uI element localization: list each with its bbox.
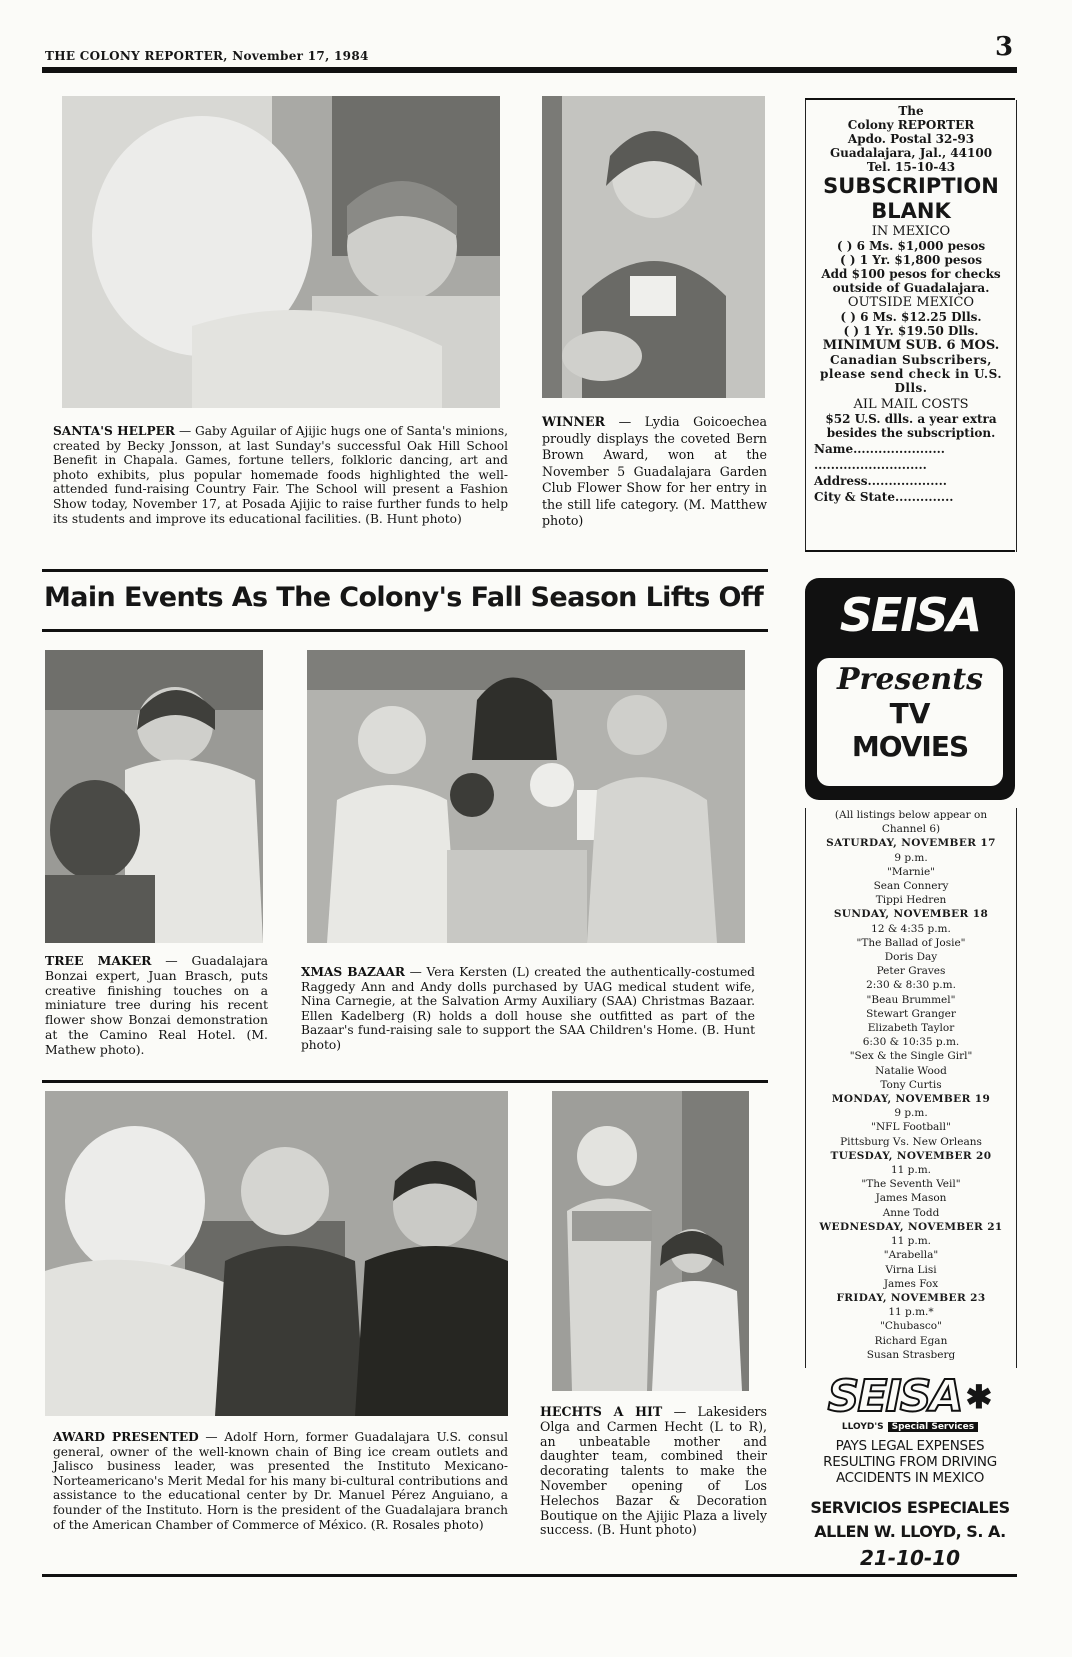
- lloyds-line-2: RESULTING FROM DRIVING: [823, 1454, 997, 1470]
- tv-listing-line: James Fox: [883, 1277, 939, 1290]
- caption-body: — Vera Kersten (L) created the authentically-costumed Raggedy Ann and Andy dolls purchased by UAG medical student wife, Nina Carnegie, at the Salvation Army Auxiliary (SAA) Christmas Bazaar. Ellen Kadelberg (R) holds a doll house she outfitted as part of the Bazaar's fund-raising sale to support the SAA Children's Home. (B. Hunt photo): [301, 965, 755, 1052]
- photo-award-presented: [45, 1091, 508, 1416]
- header-rule: [42, 67, 1017, 73]
- tv-listing-line: Anne Todd: [882, 1206, 940, 1219]
- caption-xmas-bazaar: [301, 965, 755, 1053]
- tv-listings: [805, 808, 1017, 1368]
- caption-lead: AWARD PRESENTED: [53, 1430, 199, 1444]
- sub-tel: Tel. 15-10-43: [866, 160, 956, 174]
- tv-listing-line: WEDNESDAY, NOVEMBER 21: [819, 1220, 1003, 1233]
- tv-listing-line: Doris Day: [884, 951, 938, 964]
- sub-address2: Guadalajara, Jal., 44100: [829, 146, 993, 160]
- tv-listing-line: Elizabeth Taylor: [867, 1022, 955, 1035]
- tv-listing-line: Natalie Wood: [875, 1064, 947, 1077]
- caption-hechts-a-hit: [540, 1405, 767, 1538]
- movies-label: MOVIES: [851, 730, 969, 763]
- tv-listing-line: SUNDAY, NOVEMBER 18: [833, 908, 989, 921]
- tv-listing-line: Sean Connery: [873, 880, 949, 893]
- sub-option-2[interactable]: ( ) 1 Yr. $1,800 pesos: [839, 253, 983, 267]
- caption-lead: XMAS BAZAAR: [301, 965, 405, 979]
- caption-lead: HECHTS A HIT: [540, 1404, 663, 1419]
- sub-option-4[interactable]: ( ) 1 Yr. $19.50 Dlls.: [843, 324, 979, 338]
- sub-title-2: BLANK: [871, 199, 951, 223]
- sub-option-3[interactable]: ( ) 6 Ms. $12.25 Dlls.: [840, 310, 982, 324]
- lloyds-tag-left: LLOYD'S: [841, 1422, 884, 1432]
- lloyds-ad: [795, 1371, 1025, 1572]
- tv-listing-line: FRIDAY, NOVEMBER 23: [836, 1291, 986, 1304]
- tv-listing-line: "Sex & the Single Girl": [849, 1050, 973, 1063]
- subscription-rule-top: [805, 98, 1015, 100]
- sub-address-field[interactable]: Address...................: [814, 474, 947, 488]
- caption-lead: TREE MAKER: [45, 953, 152, 968]
- sub-check-note: Add $100 pesos for checks outside of Guadalajara.: [821, 267, 1001, 295]
- tv-listing-line: MONDAY, NOVEMBER 19: [831, 1093, 991, 1106]
- caption-award-presented: [53, 1430, 508, 1532]
- caption-winner: [542, 414, 767, 530]
- tv-listing-line: "The Ballad of Josie": [856, 936, 966, 949]
- headline-rule-bottom: [42, 629, 768, 632]
- sub-canadian: Canadian Subscribers, please send check in U.S. Dlls.: [820, 353, 1002, 395]
- page-number: 3: [995, 32, 1014, 62]
- lloyds-line-5: ALLEN W. LLOYD, S. A.: [814, 1522, 1006, 1541]
- tv-label: TV: [889, 697, 931, 730]
- sub-paper-name: Colony REPORTER: [847, 118, 975, 132]
- tv-listing-line: 6:30 & 10:35 p.m.: [862, 1036, 960, 1049]
- lloyds-line-3: ACCIDENTS IN MEXICO: [835, 1470, 985, 1486]
- sub-title-1: SUBSCRIPTION: [823, 174, 999, 198]
- tv-listing-line: James Mason: [875, 1192, 947, 1205]
- tv-listing-line: (All listings below appear on: [834, 809, 988, 821]
- seisa-logo: SEISA: [839, 588, 981, 642]
- lloyds-tag-right: Special Services: [888, 1422, 979, 1432]
- tv-listing-line: "Beau Brummel": [866, 993, 956, 1006]
- caption-body: — Guadalajara Bonzai expert, Juan Brasch, puts creative finishing touches on a miniature tree during his recent flower show Bonzai demonstration at the Camino Real Hotel. (M. Mathew photo).: [45, 953, 269, 1057]
- asterisk-icon: ✱: [965, 1378, 993, 1416]
- sub-city-field[interactable]: City & State..............: [814, 490, 954, 504]
- bottom-rule: [42, 1574, 1017, 1577]
- sub-address1: Apdo. Postal 32-93: [847, 132, 975, 146]
- subscription-blank: [805, 100, 1017, 552]
- tv-listing-line: 11 p.m.: [890, 1235, 932, 1248]
- lloyds-line-1: PAYS LEGAL EXPENSES: [835, 1438, 985, 1454]
- tv-listing-line: 9 p.m.: [894, 1107, 928, 1120]
- tv-listing-line: Peter Graves: [876, 965, 946, 978]
- caption-tree-maker: [45, 954, 268, 1058]
- sub-name-field[interactable]: Name......................: [814, 442, 945, 456]
- tv-listing-line: Pittsburg Vs. New Orleans: [840, 1135, 982, 1148]
- tv-listing-line: Channel 6): [881, 823, 941, 836]
- lloyds-seisa-logo: SEISA: [827, 1371, 962, 1422]
- photo-winner: [542, 96, 765, 398]
- running-header: THE COLONY REPORTER, November 17, 1984: [45, 49, 369, 63]
- tv-listing-line: "Marnie": [886, 865, 936, 878]
- tv-listing-line: 2:30 & 8:30 p.m.: [866, 979, 956, 992]
- tv-listing-line: "Chubasco": [880, 1320, 942, 1333]
- tv-listing-line: Stewart Granger: [866, 1007, 956, 1020]
- tv-listing-line: 9 p.m.: [894, 851, 928, 864]
- caption-body: — Gaby Aguilar of Ajijic hugs one of Santa's minions, created by Becky Jonsson, at last Sunday's successful Oak Hill School Benefit in Chapala. Games, fortune tellers, folkloric dancing, art and photo exhibits, plus popular homemade foods highlighted the well-attended fund-raising Country Fair. The School will present a Fashion Show today, November 17, at Posada Ajijic to raise further funds to help its students and improve its educational facilities. (B. Hunt photo): [53, 424, 508, 526]
- sub-minimum: MINIMUM SUB. 6 MOS.: [822, 338, 1000, 353]
- headline-rule-top: [42, 569, 768, 572]
- tv-listing-line: "Arabella": [883, 1249, 939, 1262]
- tv-listing-line: SATURDAY, NOVEMBER 17: [826, 837, 996, 850]
- tv-listing-line: 12 & 4:35 p.m.: [871, 922, 951, 935]
- tv-listing-line: "NFL Football": [871, 1121, 951, 1134]
- photo-xmas-bazaar: [307, 650, 745, 943]
- subscription-rule-bottom: [805, 550, 1015, 552]
- caption-lead: WINNER: [542, 414, 606, 429]
- photo-santas-helper: [62, 96, 500, 408]
- tv-listing-line: Virna Lisi: [885, 1263, 937, 1276]
- main-headline: Main Events As The Colony's Fall Season Lifts Off: [44, 582, 764, 613]
- tv-listing-line: Tippi Hedren: [875, 894, 947, 907]
- photo-tree-maker: [45, 650, 263, 943]
- caption-santas-helper: [53, 424, 508, 526]
- sub-in-mexico: IN MEXICO: [871, 224, 951, 239]
- sub-blank-field[interactable]: ...........................: [814, 458, 927, 472]
- tv-presents: Presents: [837, 662, 983, 697]
- tv-ad-inner: [817, 658, 1003, 786]
- sub-option-1[interactable]: ( ) 6 Ms. $1,000 pesos: [836, 239, 986, 253]
- caption-body: — Lydia Goicoechea proudly displays the coveted Bern Brown Award, won at the November 5 Guadalajara Garden Club Flower Show for her entry in the still life category. (M. Matthew photo): [542, 414, 767, 528]
- photo-hechts-a-hit: [552, 1091, 749, 1391]
- tv-listing-line: Susan Strasberg: [866, 1348, 956, 1361]
- sub-outside: OUTSIDE MEXICO: [847, 295, 975, 310]
- lloyds-logo-row: [795, 1371, 1025, 1422]
- caption-lead: SANTA'S HELPER: [53, 424, 176, 438]
- lloyds-line-4: SERVICIOS ESPECIALES: [810, 1498, 1010, 1517]
- tv-listing-line: Tony Curtis: [880, 1078, 942, 1091]
- section-rule: [42, 1080, 768, 1083]
- caption-body: — Lakesiders Olga and Carmen Hecht (L to R), an unbeatable mother and daughter team, combined their decorating talents to make the November opening of Los Helechos Bazar & Decoration Boutique on the Ajijic Plaza a lively success. (B. Hunt photo): [540, 1404, 768, 1538]
- sub-the: The: [898, 104, 924, 118]
- seisa-tv-ad: [805, 578, 1015, 800]
- tv-listing-line: 11 p.m.*: [888, 1306, 934, 1319]
- tv-listing-line: TUESDAY, NOVEMBER 20: [830, 1149, 992, 1162]
- caption-body: — Adolf Horn, former Guadalajara U.S. consul general, owner of the well-known chain of Bing ice cream outlets and Jalisco business leader, was presented the Instituto Mexicano-Norteamericano's Merit Medal for his many bi-cultural contributions and assistance to the educational center by Dr. Manuel Pérez Anguiano, a founder of the Instituto. Horn is the president of the Guadalajara branch of the American Chamber of Commerce of México. (R. Rosales photo): [53, 1430, 508, 1532]
- tv-listing-line: "The Seventh Veil": [861, 1178, 961, 1191]
- lloyds-tagline: [795, 1422, 1025, 1432]
- tv-listing-line: Richard Egan: [874, 1334, 948, 1347]
- tv-listing-line: 11 p.m.: [890, 1164, 932, 1177]
- sub-airmail: AIL MAIL COSTS: [853, 397, 969, 412]
- lloyds-phone: 21-10-10: [859, 1546, 961, 1570]
- sub-airmail-note: $52 U.S. dlls. a year extra besides the subscription.: [825, 412, 997, 440]
